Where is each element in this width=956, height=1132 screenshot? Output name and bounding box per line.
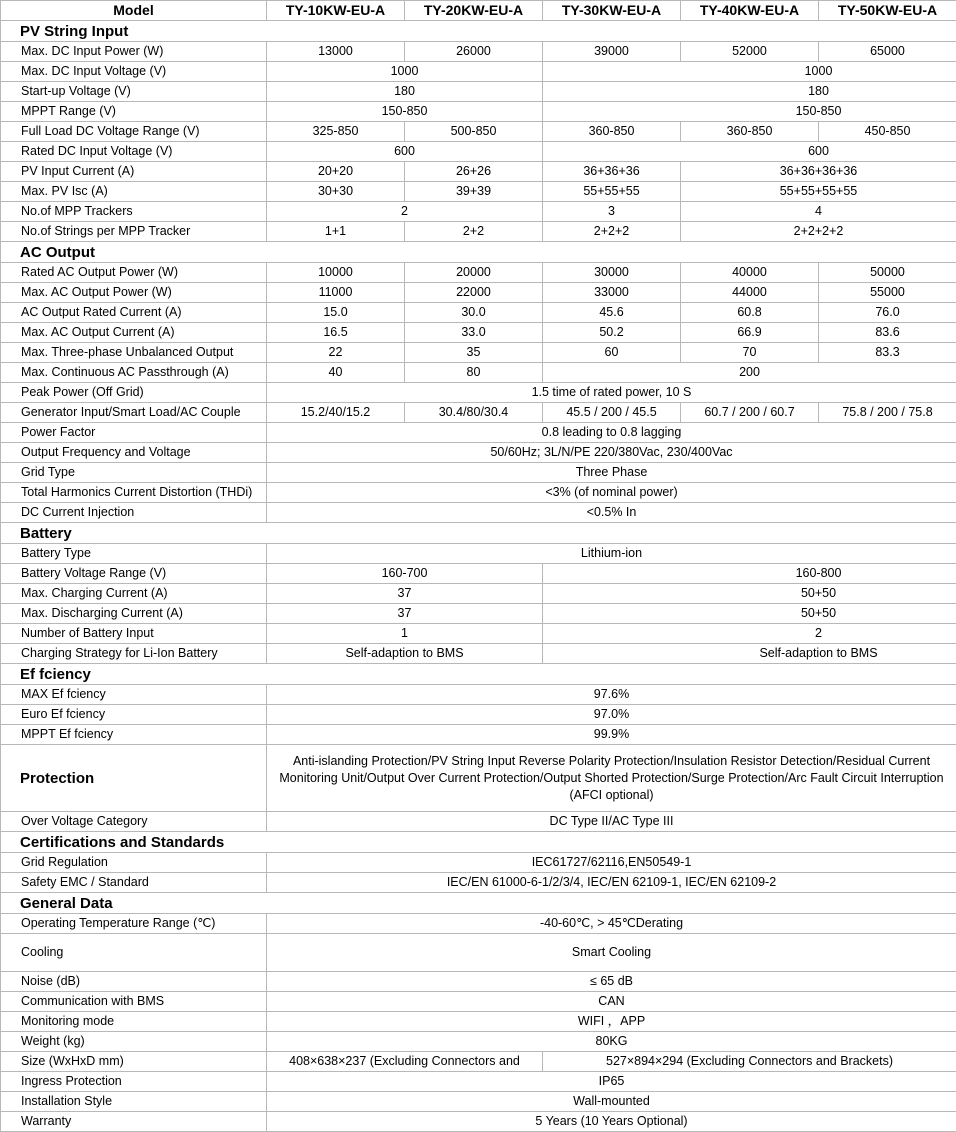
- spec-label: Output Frequency and Voltage: [1, 443, 267, 463]
- spec-value: 1.5 time of rated power, 10 S: [267, 383, 956, 403]
- spec-value: 66.9: [681, 323, 819, 343]
- spec-value: 30000: [543, 263, 681, 283]
- model-name: TY-10KW-EU-A: [267, 1, 405, 21]
- spec-row: [1, 443, 956, 463]
- protection-label: Protection: [1, 745, 267, 812]
- spec-row: [1, 122, 956, 142]
- spec-label: MPPT Ef fciency: [1, 725, 267, 745]
- spec-value: 1+1: [267, 222, 405, 242]
- spec-row: [1, 403, 956, 423]
- spec-value: 50/60Hz; 3L/N/PE 220/380Vac, 230/400Vac: [267, 443, 956, 463]
- spec-label: Over Voltage Category: [1, 812, 267, 832]
- spec-value: 76.0: [819, 303, 956, 323]
- spec-value: <0.5% In: [267, 503, 956, 523]
- spec-value: 2+2+2: [543, 222, 681, 242]
- spec-label: Max. Continuous AC Passthrough (A): [1, 363, 267, 383]
- spec-label: Monitoring mode: [1, 1012, 267, 1032]
- section-row: [1, 21, 956, 42]
- spec-value: IP65: [267, 1072, 956, 1092]
- spec-row: [1, 934, 956, 972]
- spec-value: 30+30: [267, 182, 405, 202]
- spec-row: [1, 644, 956, 664]
- spec-value: 160-800: [543, 564, 956, 584]
- section-row: [1, 242, 956, 263]
- spec-value: ≤ 65 dB: [267, 972, 956, 992]
- spec-label: Rated DC Input Voltage (V): [1, 142, 267, 162]
- spec-value: 2+2+2+2: [681, 222, 956, 242]
- spec-value: 360-850: [681, 122, 819, 142]
- spec-value: 180: [267, 82, 543, 102]
- spec-row: [1, 1052, 956, 1072]
- spec-value: 99.9%: [267, 725, 956, 745]
- spec-label: Size (WxHxD mm): [1, 1052, 267, 1072]
- spec-value: 2+2: [405, 222, 543, 242]
- spec-row: [1, 725, 956, 745]
- spec-row: [1, 303, 956, 323]
- spec-label: Battery Type: [1, 544, 267, 564]
- spec-value: 150-850: [543, 102, 956, 122]
- spec-label: Communication with BMS: [1, 992, 267, 1012]
- spec-value: 83.6: [819, 323, 956, 343]
- spec-row: [1, 182, 956, 202]
- spec-value: 150-850: [267, 102, 543, 122]
- spec-value: 50.2: [543, 323, 681, 343]
- spec-label: Total Harmonics Current Distortion (THDi): [1, 483, 267, 503]
- spec-row: [1, 383, 956, 403]
- spec-label: Battery Voltage Range (V): [1, 564, 267, 584]
- spec-row: [1, 323, 956, 343]
- section-row: [1, 523, 956, 544]
- spec-value: 97.6%: [267, 685, 956, 705]
- spec-row: [1, 564, 956, 584]
- spec-value: 22000: [405, 283, 543, 303]
- spec-value: 26+26: [405, 162, 543, 182]
- spec-row: [1, 604, 956, 624]
- spec-label: Max. PV Isc (A): [1, 182, 267, 202]
- spec-value: 37: [267, 584, 543, 604]
- spec-value: 2: [267, 202, 543, 222]
- spec-label: Grid Regulation: [1, 853, 267, 873]
- section-title: AC Output: [1, 242, 956, 263]
- model-name: TY-40KW-EU-A: [681, 1, 819, 21]
- spec-value: -40-60℃, > 45℃Derating: [267, 914, 956, 934]
- spec-value: 160-700: [267, 564, 543, 584]
- spec-value: 500-850: [405, 122, 543, 142]
- spec-label: Noise (dB): [1, 972, 267, 992]
- spec-value: 20000: [405, 263, 543, 283]
- model-name: TY-20KW-EU-A: [405, 1, 543, 21]
- spec-value: <3% (of nominal power): [267, 483, 956, 503]
- spec-label: No.of MPP Trackers: [1, 202, 267, 222]
- spec-value: 0.8 leading to 0.8 lagging: [267, 423, 956, 443]
- spec-row: [1, 992, 956, 1012]
- spec-value: 5 Years (10 Years Optional): [267, 1112, 956, 1132]
- header-row: [1, 1, 956, 21]
- section-row: [1, 893, 956, 914]
- spec-value: 60.7 / 200 / 60.7: [681, 403, 819, 423]
- spec-value: IEC61727/62116,EN50549-1: [267, 853, 956, 873]
- spec-value: 80: [405, 363, 543, 383]
- spec-value: 33.0: [405, 323, 543, 343]
- spec-label: AC Output Rated Current (A): [1, 303, 267, 323]
- spec-row: [1, 202, 956, 222]
- spec-row: [1, 142, 956, 162]
- spec-value: 325-850: [267, 122, 405, 142]
- spec-value: 408×638×237 (Excluding Connectors and: [267, 1052, 543, 1072]
- section-title: Ef fciency: [1, 664, 956, 685]
- spec-label: Euro Ef fciency: [1, 705, 267, 725]
- spec-value: 16.5: [267, 323, 405, 343]
- spec-label: MPPT Range (V): [1, 102, 267, 122]
- spec-label: Max. Discharging Current (A): [1, 604, 267, 624]
- spec-value: 2: [543, 624, 956, 644]
- spec-label: Ingress Protection: [1, 1072, 267, 1092]
- spec-label: Grid Type: [1, 463, 267, 483]
- spec-row: [1, 873, 956, 893]
- spec-row: [1, 82, 956, 102]
- spec-value: Lithium-ion: [267, 544, 956, 564]
- spec-label: Operating Temperature Range (℃): [1, 914, 267, 934]
- spec-value: 26000: [405, 42, 543, 62]
- spec-row: [1, 745, 956, 812]
- spec-row: [1, 62, 956, 82]
- spec-value: 36+36+36: [543, 162, 681, 182]
- section-title: General Data: [1, 893, 956, 914]
- spec-value: 30.4/80/30.4: [405, 403, 543, 423]
- spec-value: 60.8: [681, 303, 819, 323]
- spec-value: 450-850: [819, 122, 956, 142]
- spec-label: PV Input Current (A): [1, 162, 267, 182]
- spec-row: [1, 685, 956, 705]
- spec-row: [1, 1032, 956, 1052]
- spec-value: 1: [267, 624, 543, 644]
- spec-value: 4: [681, 202, 956, 222]
- spec-row: [1, 972, 956, 992]
- spec-value: 600: [543, 142, 956, 162]
- spec-row: [1, 162, 956, 182]
- spec-value: 60: [543, 343, 681, 363]
- spec-value: 13000: [267, 42, 405, 62]
- spec-value: 15.0: [267, 303, 405, 323]
- spec-label: Generator Input/Smart Load/AC Couple: [1, 403, 267, 423]
- model-header: Model: [1, 1, 267, 21]
- spec-value: 55000: [819, 283, 956, 303]
- spec-value: 22: [267, 343, 405, 363]
- spec-label: Warranty: [1, 1112, 267, 1132]
- spec-value: 80KG: [267, 1032, 956, 1052]
- spec-value: 37: [267, 604, 543, 624]
- spec-value: Three Phase: [267, 463, 956, 483]
- spec-label: Rated AC Output Power (W): [1, 263, 267, 283]
- model-name: TY-30KW-EU-A: [543, 1, 681, 21]
- spec-value: 50+50: [543, 584, 956, 604]
- model-name: TY-50KW-EU-A: [819, 1, 956, 21]
- spec-row: [1, 544, 956, 564]
- spec-value: 20+20: [267, 162, 405, 182]
- spec-value: Self-adaption to BMS: [543, 644, 956, 664]
- spec-row: [1, 463, 956, 483]
- spec-value: 35: [405, 343, 543, 363]
- spec-value: Self-adaption to BMS: [267, 644, 543, 664]
- spec-value: 45.6: [543, 303, 681, 323]
- spec-value: 65000: [819, 42, 956, 62]
- spec-value: 527×894×294 (Excluding Connectors and Brackets): [543, 1052, 956, 1072]
- spec-row: [1, 222, 956, 242]
- spec-value: CAN: [267, 992, 956, 1012]
- spec-label: Max. DC Input Voltage (V): [1, 62, 267, 82]
- spec-row: [1, 503, 956, 523]
- spec-row: [1, 363, 956, 383]
- spec-value: 33000: [543, 283, 681, 303]
- spec-value: 40000: [681, 263, 819, 283]
- spec-label: MAX Ef fciency: [1, 685, 267, 705]
- spec-row: [1, 263, 956, 283]
- spec-label: Installation Style: [1, 1092, 267, 1112]
- spec-label: Charging Strategy for Li-Ion Battery: [1, 644, 267, 664]
- spec-row: [1, 343, 956, 363]
- spec-value: 70: [681, 343, 819, 363]
- spec-row: [1, 812, 956, 832]
- spec-value: 50000: [819, 263, 956, 283]
- spec-value: 200: [543, 363, 956, 383]
- spec-value: 180: [543, 82, 956, 102]
- spec-value: 52000: [681, 42, 819, 62]
- spec-row: [1, 1012, 956, 1032]
- spec-value: 600: [267, 142, 543, 162]
- spec-label: Max. Three-phase Unbalanced Output: [1, 343, 267, 363]
- section-title: Certifications and Standards: [1, 832, 956, 853]
- section-title: PV String Input: [1, 21, 956, 42]
- spec-label: Safety EMC / Standard: [1, 873, 267, 893]
- spec-row: [1, 483, 956, 503]
- spec-label: Power Factor: [1, 423, 267, 443]
- section-row: [1, 832, 956, 853]
- spec-value: 44000: [681, 283, 819, 303]
- spec-row: [1, 705, 956, 725]
- spec-label: Cooling: [1, 934, 267, 972]
- spec-value: DC Type II/AC Type III: [267, 812, 956, 832]
- spec-row: [1, 853, 956, 873]
- spec-value: 50+50: [543, 604, 956, 624]
- spec-label: Max. DC Input Power (W): [1, 42, 267, 62]
- spec-label: Peak Power (Off Grid): [1, 383, 267, 403]
- spec-label: Full Load DC Voltage Range (V): [1, 122, 267, 142]
- spec-value: 10000: [267, 263, 405, 283]
- spec-value: 1000: [543, 62, 956, 82]
- spec-value: 45.5 / 200 / 45.5: [543, 403, 681, 423]
- spec-label: Start-up Voltage (V): [1, 82, 267, 102]
- spec-row: [1, 584, 956, 604]
- spec-value: 40: [267, 363, 405, 383]
- spec-row: [1, 914, 956, 934]
- spec-value: Smart Cooling: [267, 934, 956, 972]
- spec-value: IEC/EN 61000-6-1/2/3/4, IEC/EN 62109-1, IEC/EN 62109-2: [267, 873, 956, 893]
- spec-label: Weight (kg): [1, 1032, 267, 1052]
- spec-value: 39+39: [405, 182, 543, 202]
- spec-row: [1, 42, 956, 62]
- spec-label: Number of Battery Input: [1, 624, 267, 644]
- spec-label: No.of Strings per MPP Tracker: [1, 222, 267, 242]
- section-row: [1, 664, 956, 685]
- spec-value: 360-850: [543, 122, 681, 142]
- spec-value: 55+55+55+55: [681, 182, 956, 202]
- spec-row: [1, 1072, 956, 1092]
- spec-label: Max. AC Output Power (W): [1, 283, 267, 303]
- spec-value: 83.3: [819, 343, 956, 363]
- spec-label: DC Current Injection: [1, 503, 267, 523]
- spec-label: Max. Charging Current (A): [1, 584, 267, 604]
- spec-value: 36+36+36+36: [681, 162, 956, 182]
- spec-value: 1000: [267, 62, 543, 82]
- spec-row: [1, 423, 956, 443]
- spec-row: [1, 624, 956, 644]
- protection-value: Anti-islanding Protection/PV String Input Reverse Polarity Protection/Insulation Resistor Detection/Residual Current Monitoring Unit/Output Over Current Protection/Output Shorted Protection/Surge Protection/Arc Fault Circuit Interruption (AFCI optional): [267, 745, 956, 812]
- spec-value: 75.8 / 200 / 75.8: [819, 403, 956, 423]
- spec-value: 39000: [543, 42, 681, 62]
- spec-value: WIFI ，APP: [267, 1012, 956, 1032]
- spec-value: 11000: [267, 283, 405, 303]
- spec-value: 30.0: [405, 303, 543, 323]
- spec-value: Wall-mounted: [267, 1092, 956, 1112]
- spec-row: [1, 1092, 956, 1112]
- spec-row: [1, 102, 956, 122]
- spec-value: 15.2/40/15.2: [267, 403, 405, 423]
- spec-value: 3: [543, 202, 681, 222]
- section-title: Battery: [1, 523, 956, 544]
- spec-row: [1, 283, 956, 303]
- spec-value: 97.0%: [267, 705, 956, 725]
- spec-value: 55+55+55: [543, 182, 681, 202]
- spec-label: Max. AC Output Current (A): [1, 323, 267, 343]
